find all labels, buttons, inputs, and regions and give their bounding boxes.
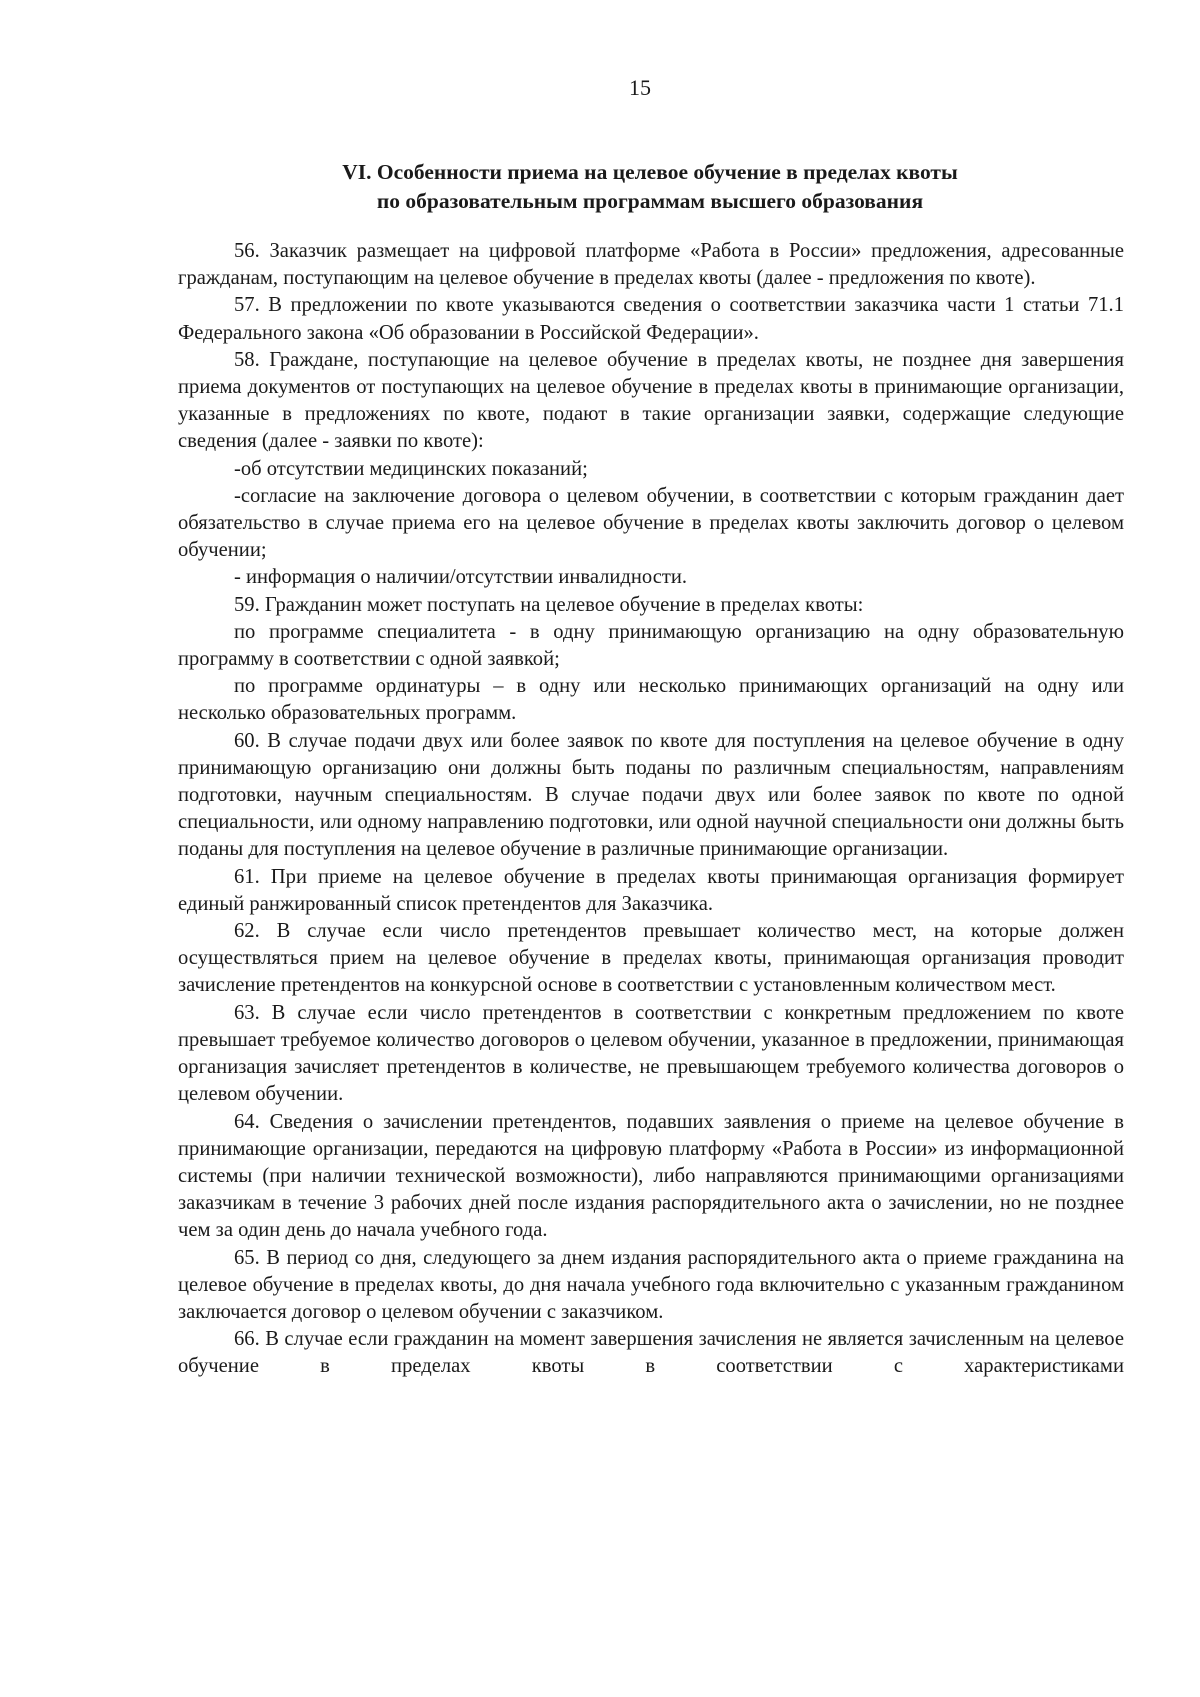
paragraph-59: 59. Гражданин может поступать на целевое обучение в пределах квоты: [234, 593, 864, 616]
paragraph-64: 64. Сведения о зачислении претендентов, подавших заявления о приеме на целевое обучение в принимающие организации, передаются на цифровую платформу «Работа в России» из информационной системы (при наличии технической возможности), либо направляются принимающими организациями заказчикам в течение 3 рабочих дней после издания распорядительного акта о зачислении, но не позднее чем за один день до начала учебного года. [178, 1110, 1124, 1242]
paragraph-61: 61. При приеме на целевое обучение в пределах квоты принимающая организация формирует единый ранжированный список претендентов для Заказчика. [178, 865, 1124, 915]
paragraph-58: 58. Граждане, поступающие на целевое обучение в пределах квоты, не позднее дня завершения приема документов от поступающих на целевое обучение в пределах квоты в принимающие организации, указанные в предложениях по квоте, подают в такие организации заявки, содержащие следующие сведения (далее - заявки по квоте): [178, 348, 1124, 453]
section-heading-line-2: по образовательным программам высшего образования [376, 189, 924, 213]
paragraph-62: 62. В случае если число претендентов превышает количество мест, на которые должен осуществляться прием на целевое обучение в пределах квоты, принимающая организация проводит зачисление претендентов на конкурсной основе в соответствии с установленным количеством мест. [178, 920, 1124, 997]
section-heading-line-1: VI. Особенности приема на целевое обучение в пределах квоты [342, 160, 958, 184]
paragraph-59-item-specialist: по программе специалитета - в одну принимающую организацию на одну образовательную программу в соответствии с одной заявкой; [178, 620, 1124, 671]
paragraph-57: 57. В предложении по квоте указываются сведения о соответствии заказчика части 1 статьи 71.1 Федерального закона «Об образовании в Российской Федерации». [178, 294, 1124, 344]
paragraph-63: 63. В случае если число претендентов в соответствии с конкретным предложением по квоте превышает требуемое количество договоров о целевом обучении, указанное в предложении, принимающая организация зачисляет претендентов в количестве, не превышающем требуемого количества договоров о целевом обучении. [178, 1001, 1124, 1106]
page-number: 15 [629, 75, 651, 100]
paragraph-58-item-disability: - информация о наличии/отсутствии инвалидности. [234, 566, 688, 589]
section-heading [180, 158, 1120, 216]
paragraph-58-item-medical: -об отсутствии медицинских показаний; [234, 457, 588, 480]
document-body [178, 238, 1124, 1381]
paragraph-60: 60. В случае подачи двух или более заявок по квоте для поступления на целевое обучение в одну принимающую организацию они должны быть поданы по различным специальностям, направлениям подготовки, научным специальностям. В случае подачи двух или более заявок по квоте по одной специальности, или одному направлению подготовки, или одной научной специальности они должны быть поданы для поступления на целевое обучение в различные принимающие организации. [178, 729, 1124, 861]
paragraph-65: 65. В период со дня, следующего за днем издания распорядительного акта о приеме гражданина на целевое обучение в пределах квоты, до дня начала учебного года включительно с указанным гражданином заключается договор о целевом обучении с заказчиком. [178, 1246, 1124, 1323]
paragraph-58-item-consent: -согласие на заключение договора о целевом обучении, в соответствии с которым гражданин дает обязательство в случае приема его на целевое обучение в пределах квоты заключить договор о целевом обучении; [178, 484, 1124, 562]
paragraph-66: 66. В случае если гражданин на момент завершения зачисления не является зачисленным на целевое обучение в пределах квоты в соответствии с характеристиками [178, 1328, 1124, 1378]
paragraph-59-item-residency: по программе ординатуры – в одну или несколько принимающих организаций на одну или несколько образовательных программ. [178, 675, 1124, 725]
paragraph-56: 56. Заказчик размещает на цифровой платформе «Работа в России» предложения, адресованные гражданам, поступающим на целевое обучение в пределах квоты (далее - предложения по квоте). [178, 240, 1124, 290]
